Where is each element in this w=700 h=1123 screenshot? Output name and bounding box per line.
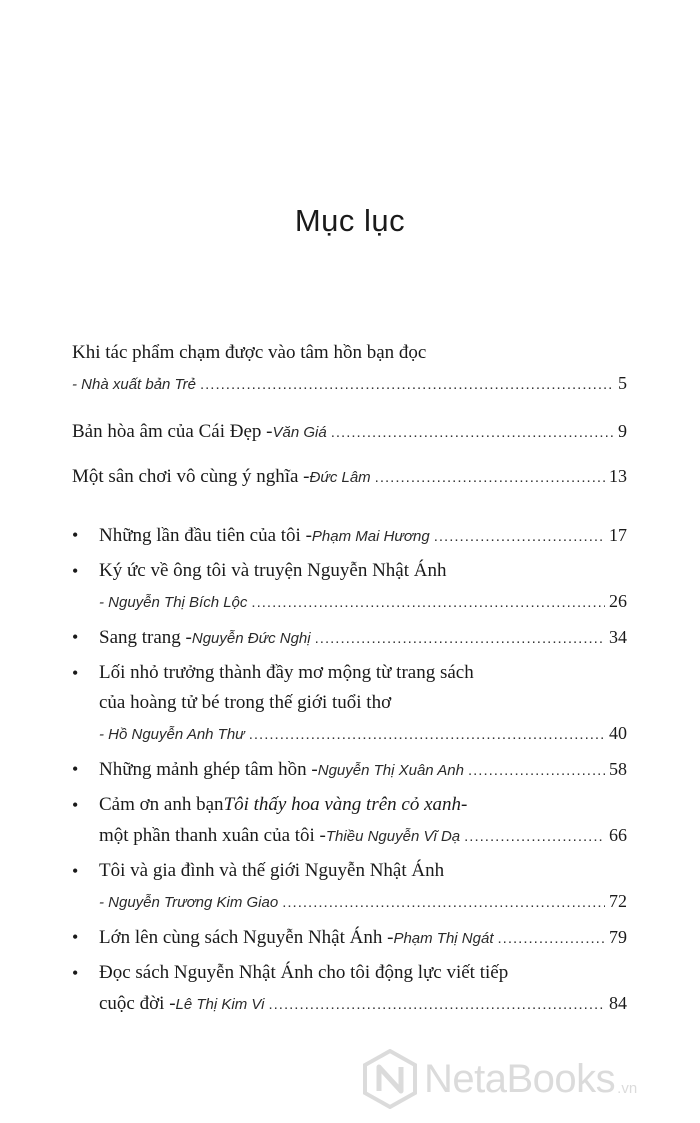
toc-author: - Nguyễn Trương Kim Giao [99,894,279,911]
toc-author: Nguyễn Thị Xuân Anh [317,762,464,779]
toc-page-number: 58 [609,759,627,779]
toc-title: Sang trang - [99,627,192,648]
toc-page-number: 79 [609,927,627,947]
dot-leader [249,720,605,750]
toc-title: Ký ức về ông tôi và truyện Nguyễn Nhật Ánh [99,560,447,581]
toc-author: Văn Giá [272,424,327,441]
dot-leader [282,888,605,918]
toc-bullet: • [72,663,79,683]
dot-leader [331,418,614,448]
toc-bullet: • [72,861,79,881]
dot-leader [464,822,605,852]
toc-entry-line [99,856,627,886]
toc-entry-line [99,922,627,952]
toc-author: Thiều Nguyễn Vĩ Dạ [325,828,461,845]
page-title: Mục lục [294,203,406,238]
toc-page-number: 17 [609,525,627,545]
toc-bullet: • [72,927,79,947]
toc-page-number: 40 [609,723,627,743]
toc-entry-line [99,688,627,718]
dot-leader [268,990,605,1020]
toc-page-number: 5 [618,373,627,393]
toc-author: Phạm Thị Ngát [393,930,494,947]
toc-bullet: • [72,963,79,983]
toc-page-number: 34 [609,627,627,647]
toc-author: - Nguyễn Thị Bích Lộc [99,594,248,611]
dot-leader [200,370,614,400]
toc-page-number: 13 [609,466,627,486]
toc-entry-line [72,416,627,446]
toc-bullet: • [72,759,79,779]
watermark-suffix: .vn [617,1079,638,1097]
toc-title: Tôi và gia đình và thế giới Nguyễn Nhật Ánh [99,860,445,881]
toc-author: - Hồ Nguyễn Anh Thư [99,726,245,743]
toc-title: một phần thanh xuân của tôi - [99,825,326,846]
toc-author: Lê Thị Kim Vi [175,996,265,1013]
toc-bullet: • [72,627,79,647]
toc-page-number: 66 [609,825,627,845]
toc-author: - Nhà xuất bản Trẻ [72,376,196,393]
toc-bullet: • [72,561,79,581]
toc-entry-line [99,556,627,586]
toc-title: Khi tác phẩm chạm được vào tâm hồn bạn đọc [72,342,427,363]
toc-author: Đức Lâm [309,469,371,486]
dot-leader [375,463,605,493]
toc-entry-line [99,622,627,652]
toc-author: Nguyễn Đức Nghị [191,630,311,647]
dot-leader [251,588,605,618]
toc-entry-line [99,886,627,916]
toc-title: Một sân chơi vô cùng ý nghĩa - [72,466,310,487]
toc-entry-line [99,754,627,784]
toc-title: Những mảnh ghép tâm hồn - [99,759,318,780]
watermark-brand: NetaBooks [424,1056,616,1101]
toc-title: Đọc sách Nguyễn Nhật Ánh cho tôi động lực viết tiếp [99,962,509,983]
toc-title: Cảm ơn anh bạn [99,794,224,815]
toc-title: Lớn lên cùng sách Nguyễn Nhật Ánh - [99,927,394,948]
toc-entry-line [99,658,627,688]
toc-title: cuộc đời - [99,993,176,1014]
toc-title: Tôi thấy hoa vàng trên cỏ xanh [223,794,462,815]
toc-entry-line [99,958,627,988]
toc-entry-line [99,988,627,1018]
toc-page-number: 72 [609,891,627,911]
toc-title: của hoàng tử bé trong thế giới tuổi thơ [99,692,392,713]
watermark [362,1044,682,1114]
toc-entry-line [99,520,627,550]
toc-entry-line [99,586,627,616]
toc-title: Lối nhỏ trưởng thành đầy mơ mộng từ trang sách [99,662,474,683]
toc-title: Bản hòa âm của Cái Đẹp - [72,421,273,442]
toc-entry-line [99,820,627,850]
toc-title: - [461,794,468,815]
toc-page-number: 26 [609,591,627,611]
toc-author: Phạm Mai Hương [311,528,430,545]
dot-leader [498,924,606,954]
toc-bullet: • [72,525,79,545]
toc-page-number: 84 [609,993,627,1013]
dot-leader [434,522,605,552]
toc-entry-line [99,790,627,820]
toc-entry-line [72,338,627,368]
dot-leader [315,624,605,654]
toc-bullet: • [72,795,79,815]
toc-page-number: 9 [618,421,627,441]
netabooks-logo-icon [362,1049,418,1109]
toc-entry-line [99,718,627,748]
dot-leader [468,756,605,786]
toc-title: Những lần đầu tiên của tôi - [99,525,312,546]
toc-entry-line [72,368,627,398]
toc-entry-line [72,461,627,491]
